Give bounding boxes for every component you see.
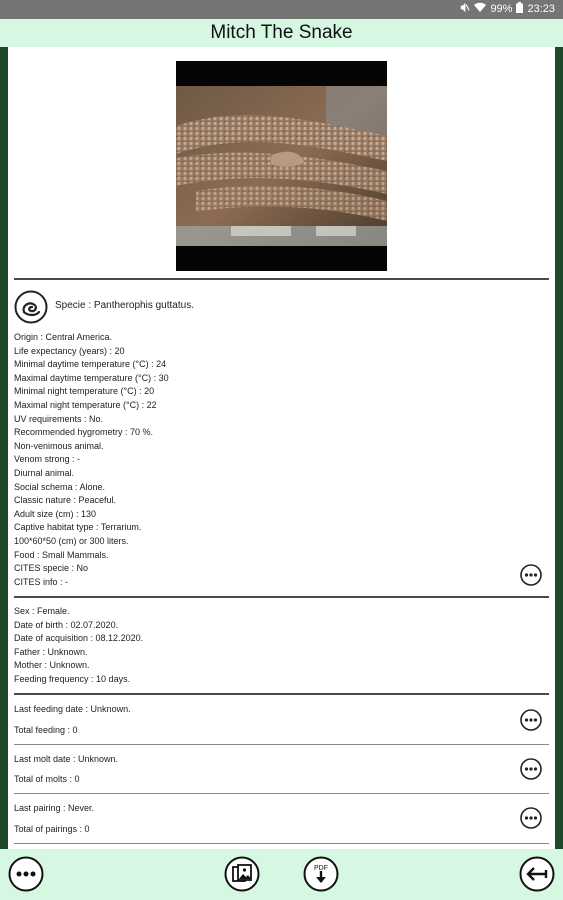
species-info <box>14 331 169 589</box>
pairing-total: Total of pairings : 0 <box>14 824 90 834</box>
divider <box>14 596 549 598</box>
info-line: CITES specie : No <box>14 563 89 574</box>
feeding-last: Last feeding date : Unknown. <box>14 704 131 714</box>
info-line: Captive habitat type : Terrarium. <box>14 522 142 533</box>
animal-info <box>14 605 143 687</box>
info-line: Date of birth : 02.07.2020. <box>14 619 119 630</box>
feeding-total: Total feeding : 0 <box>14 725 78 735</box>
back-button[interactable] <box>519 856 555 892</box>
pdf-export-button[interactable] <box>303 856 339 892</box>
pairing-last: Last pairing : Never. <box>14 803 95 813</box>
animal-detail-panel <box>8 47 555 849</box>
status-bar <box>0 0 563 19</box>
info-line: Father : Unknown. <box>14 646 88 657</box>
info-line: Date of acquisition : 08.12.2020. <box>14 633 144 644</box>
animal-photo[interactable] <box>176 61 387 271</box>
photo-gallery-button[interactable] <box>224 856 260 892</box>
info-line: Sex : Female. <box>14 606 70 616</box>
info-line: Origin : Central America. <box>14 332 113 342</box>
info-line: 100*60*50 (cm) or 300 liters. <box>14 535 129 546</box>
divider <box>14 278 549 280</box>
pairing-more-button[interactable] <box>520 807 542 829</box>
info-line: Social schema : Alone. <box>14 481 106 492</box>
info-line: CITES info : - <box>14 576 69 587</box>
divider <box>14 843 549 844</box>
info-line: Non-venimous animal. <box>14 440 104 451</box>
info-line: Maximal night temperature (°C) : 22 <box>14 399 157 410</box>
info-line: Recommended hygrometry : 70 %. <box>14 427 154 438</box>
mute-icon <box>459 2 470 16</box>
molt-more-button[interactable] <box>520 758 542 780</box>
molt-total: Total of molts : 0 <box>14 774 80 784</box>
specie-name: Specie : Pantherophis guttatus. <box>55 300 194 311</box>
info-line: Minimal night temperature (°C) : 20 <box>14 386 155 397</box>
divider <box>14 744 549 745</box>
divider <box>14 693 549 695</box>
info-line: UV requirements : No. <box>14 413 104 424</box>
page-title: Mitch The Snake <box>0 19 563 47</box>
info-line: Feeding frequency : 10 days. <box>14 673 131 684</box>
pdf-label: PDF <box>314 865 328 872</box>
info-line: Venom strong : - <box>14 454 81 465</box>
info-line: Mother : Unknown. <box>14 660 90 671</box>
bottom-toolbar <box>0 849 563 900</box>
divider <box>14 793 549 794</box>
battery-icon <box>516 2 523 16</box>
info-line: Food : Small Mammals. <box>14 549 109 560</box>
clock: 23:23 <box>527 3 555 15</box>
wifi-icon <box>474 2 486 16</box>
species-more-button[interactable] <box>520 564 542 586</box>
battery-percent: 99% <box>490 3 513 15</box>
info-line: Maximal daytime temperature (°C) : 30 <box>14 372 169 383</box>
info-line: Adult size (cm) : 130 <box>14 508 97 519</box>
snake-icon <box>14 290 48 324</box>
content-frame <box>0 47 563 849</box>
info-line: Minimal daytime temperature (°C) : 24 <box>14 359 167 370</box>
info-line: Classic nature : Peaceful. <box>14 495 117 506</box>
info-line: Diurnal animal. <box>14 467 75 478</box>
info-line: Life expectancy (years) : 20 <box>14 345 125 356</box>
molt-last: Last molt date : Unknown. <box>14 754 119 764</box>
menu-more-button[interactable] <box>8 856 44 892</box>
feeding-more-button[interactable] <box>520 709 542 731</box>
